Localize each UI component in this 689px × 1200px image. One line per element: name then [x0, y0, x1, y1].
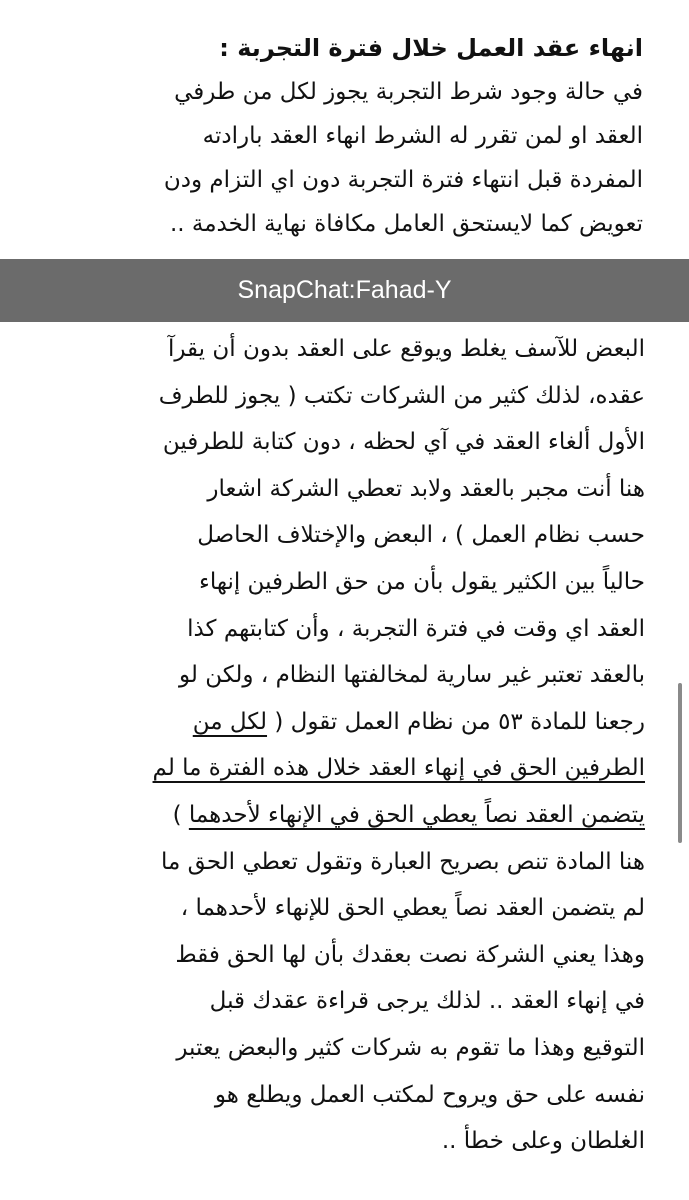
paragraph-line: عقده، لذلك كثير من الشركات تكتب ( يجوز للطرف	[158, 382, 645, 409]
paragraph-line: وهذا يعني الشركة نصت بعقدك بأن لها الحق فقط	[175, 941, 645, 968]
paragraph-line	[60, 699, 645, 746]
paragraph-line: هنا أنت مجبر بالعقد ولابد تعطي الشركة اشعار	[207, 475, 645, 502]
body-text-block	[0, 322, 689, 1165]
paragraph-line: في إنهاء العقد .. لذلك يرجى قراءة عقدك قبل	[209, 988, 645, 1015]
paragraph-line: حسب نظام العمل ) ، البعض والإختلاف الحاصل	[197, 522, 645, 549]
underlined-quote: لكل من	[192, 708, 268, 735]
paragraph-text: )	[172, 801, 189, 828]
paragraph-line: المفردة قبل انتهاء فترة التجربة دون اي التزام ودن	[163, 167, 643, 193]
paragraph-line: البعض للآسف يغلط ويوقع على العقد بدون أن يقرآ	[167, 336, 645, 362]
paragraph-line: بالعقد تعتبر غير سارية لمخالفتها النظام ، ولكن لو	[179, 662, 645, 689]
section-heading: انهاء عقد العمل خلال فترة التجربة :	[219, 34, 643, 62]
paragraph-line: العقد اي وقت في فترة التجربة ، وأن كتابتهم كذا	[187, 615, 645, 642]
paragraph-line	[60, 792, 645, 839]
paragraph-line: حالياً بين الكثير يقول بأن من حق الطرفين إنهاء	[199, 568, 645, 595]
top-text-block	[0, 26, 689, 246]
paragraph-line: لم يتضمن العقد نصاً يعطي الحق للإنهاء لأحدهما ،	[180, 895, 645, 922]
paragraph-line: في حالة وجود شرط التجربة يجوز لكل من طرفي	[174, 79, 643, 105]
paragraph-line: التوقيع وهذا ما تقوم به شركات كثير والبعض يعتبر	[176, 1034, 645, 1061]
paragraph-line: نفسه على حق ويروح لمكتب العمل ويطلع هو	[214, 1081, 645, 1108]
underlined-quote: الطرفين الحق في إنهاء العقد خلال هذه الفترة ما لم	[152, 755, 645, 782]
paragraph-line: هنا المادة تنص بصريح العبارة وتقول تعطي الحق ما	[161, 848, 645, 875]
paragraph-line: العقد او لمن تقرر له الشرط انهاء العقد بارادته	[202, 123, 643, 149]
paragraph-line: الأول ألغاء العقد في آي لحظه ، دون كتابة للطرفين	[162, 429, 645, 456]
vertical-scrollbar[interactable]	[678, 683, 682, 843]
paragraph-text: رجعنا للمادة ٥٣ من نظام العمل تقول (	[267, 708, 645, 735]
banner-text: SnapChat:Fahad-Y	[237, 276, 452, 304]
paragraph-line: الغلطان وعلى خطأ ..	[441, 1128, 645, 1155]
paragraph-line	[60, 745, 645, 792]
paragraph-line: تعويض كما لايستحق العامل مكافاة نهاية الخدمة ..	[169, 211, 643, 237]
underlined-quote: يتضمن العقد نصاً يعطي الحق في الإنهاء لأحدهما	[188, 801, 645, 828]
snapchat-banner	[0, 259, 689, 322]
